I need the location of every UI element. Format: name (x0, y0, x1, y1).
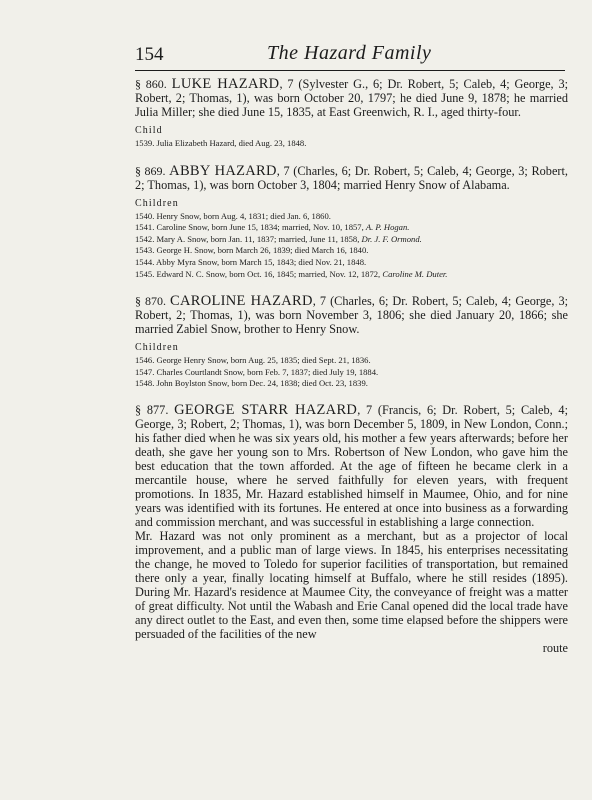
entry-text: , 7 (Francis, 6; Dr. Robert, 5; Caleb, 4; George, 3; Robert, 2; Thomas, 1), was born December 5, 1809, in New London, Conn.; his father died when he was six years old, his mother a few years afterwards; before her death, she gave her young son to Mrs. Robertson of New London, who gave him the best education that the town afforded. At the age of fifteen he became clerk in a mercantile house, where he served faithfully for eleven years, with frequent promotions. In 1835, Mr. Hazard established himself in Maumee, Ohio, and for nine years was identified with its fortunes. He entered at once into business as a forwarding and commission merchant, and was successful in establishing a large connection. (135, 402, 568, 529)
catchword: route (542, 640, 568, 655)
child-item: 1543. George H. Snow, born March 26, 1839; died March 16, 1840. (135, 245, 369, 256)
genealogy-entry-869 (135, 164, 568, 192)
page-content (135, 77, 568, 655)
biography-paragraph: Mr. Hazard was not only prominent as a merchant, but as a projector of local improvement, and a public man of large views. In 1845, his enterprises necessitating the change, he moved to Toledo for superior facilities of transportation, but remained there only a year, finally locating himself at Buffalo, where he still resides (1895). During Mr. Hazard's residence at Maumee City, the conveyance of freight was a matter of great difficulty. Not until the Wabash and Erie Canal opened did the local trade have any direct outlet to the East, and even then, some time elapsed before the shippers were persuaded of the facilities of the new (135, 528, 568, 641)
entry-text: , 7 (Sylvester G., 6; Dr. Robert, 5; Caleb, 4; George, 3; Robert, 2; Thomas, 1), was born October 20, 1797; he died June 9, 1878; he married Julia Miller; she died June 15, 1835, at East Greenwich, R. I., aged thirty-four. (135, 77, 569, 119)
genealogy-entry-870 (135, 294, 568, 336)
child-item: 1545. Edward N. C. Snow, born Oct. 16, 1845; married, Nov. 12, 1872, Caroline M. Duter. (135, 268, 448, 279)
child-item: 1547. Charles Courtlandt Snow, born Feb. 7, 1837; died July 19, 1884. (135, 366, 379, 377)
child-item: 1548. John Boylston Snow, born Dec. 24, 1838; died Oct. 23, 1839. (135, 378, 368, 389)
child-item: 1540. Henry Snow, born Aug. 4, 1831; died Jan. 6, 1860. (135, 210, 331, 221)
children-label: Children (135, 342, 179, 354)
person-name: LUKE HAZARD (171, 76, 280, 92)
section-number: § 869. (135, 163, 166, 178)
child-item: 1546. George Henry Snow, born Aug. 25, 1835; died Sept. 21, 1836. (135, 355, 371, 366)
section-number: § 870. (135, 294, 166, 309)
genealogy-entry-877 (135, 403, 568, 529)
child-item: 1542. Mary A. Snow, born Jan. 11, 1837; married, June 11, 1858, Dr. J. F. Ormond. (135, 233, 422, 244)
children-label: Child (135, 125, 163, 136)
person-name: CAROLINE HAZARD (170, 293, 313, 310)
children-label: Children (135, 197, 179, 209)
page-header (135, 42, 565, 71)
child-item: 1539. Julia Elizabeth Hazard, died Aug. 23, 1848. (135, 138, 307, 148)
page-number: 154 (135, 44, 164, 65)
running-title: The Hazard Family (267, 42, 432, 64)
entry-text: , 7 (Charles, 6; Dr. Robert, 5; Caleb, 4; George, 3; Robert, 2; Thomas, 1), was born November 3, 1806; she died January 20, 1866; she married Zabiel Snow, brother to Henry Snow. (135, 294, 569, 337)
children-list (135, 211, 568, 281)
section-number: § 860. (135, 77, 167, 91)
genealogy-entry-860 (135, 77, 568, 119)
entry-text: , 7 (Charles, 6; Dr. Robert, 5; Caleb, 4; George, 3; Robert, 2; Thomas, 1), was born October 3, 1804; married Henry Snow of Alabama. (135, 163, 568, 192)
person-name: GEORGE STARR HAZARD (174, 401, 358, 418)
section-number: § 877. (135, 402, 169, 417)
children-list (135, 355, 568, 390)
person-name: ABBY HAZARD (169, 162, 277, 179)
child-item: 1541. Caroline Snow, born June 15, 1834; married, Nov. 10, 1857, A. P. Hogan. (135, 222, 410, 233)
child-item: 1544. Abby Myra Snow, born March 15, 1843; died Nov. 21, 1848. (135, 256, 367, 267)
children-list (135, 138, 568, 150)
